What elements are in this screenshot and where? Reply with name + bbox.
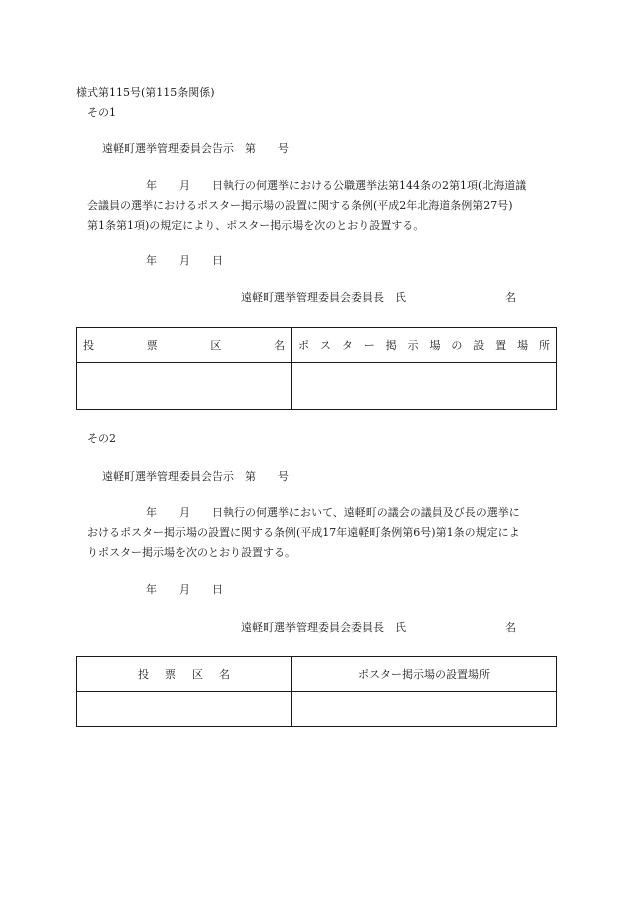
- header-char: 場: [429, 339, 441, 352]
- header-char: 区: [210, 339, 222, 352]
- part2-cell-location: [292, 692, 557, 727]
- header-char: ス: [319, 339, 331, 352]
- part2-header-location: ポスター掲示場の設置場所: [292, 657, 557, 692]
- form-title: 様式第115号(第115条関係): [76, 86, 215, 99]
- header-char: 投: [83, 339, 94, 352]
- part2-date-line: 年 月 日: [146, 583, 223, 596]
- part2-table-row: [77, 692, 557, 727]
- part2-signature: 遠軽町選挙管理委員会委員長 氏 名: [241, 621, 516, 634]
- part1-table: [76, 327, 557, 410]
- part1-notice-title: 遠軽町選挙管理委員会告示 第 号: [102, 142, 289, 155]
- header-char: 置: [495, 339, 507, 352]
- header-char: ー: [363, 339, 375, 352]
- header-char: 投: [138, 668, 149, 681]
- part1-cell-district: [77, 363, 292, 410]
- header-char: ポ: [298, 339, 309, 352]
- header-char: 設: [473, 339, 485, 352]
- header-char: 掲: [385, 339, 397, 352]
- part2-body: [87, 507, 520, 567]
- header-char: 票: [165, 668, 176, 681]
- part1-body: [87, 180, 526, 240]
- header-char: 示: [407, 339, 419, 352]
- part1-cell-location: [292, 363, 557, 410]
- header-char: 名: [219, 668, 230, 681]
- part2-table: [76, 656, 557, 727]
- part2-label: その2: [87, 432, 116, 445]
- part2-cell-district: [77, 692, 292, 727]
- part2-notice-title: 遠軽町選挙管理委員会告示 第 号: [102, 470, 289, 483]
- header-char: 区: [192, 668, 203, 681]
- part1-signature: 遠軽町選挙管理委員会委員長 氏 名: [241, 291, 516, 304]
- part1-header-district: [77, 328, 292, 363]
- part1-label: その1: [87, 106, 116, 119]
- header-char: 名: [273, 339, 285, 352]
- header-char: 所: [538, 339, 550, 352]
- part2-body-line-2: おけるポスター掲示場の設置に関する条例(平成17年遠軽町条例第6号)第1条の規定によ: [87, 526, 520, 539]
- part1-body-line-3: 第1条第1項)の規定により、ポスター掲示場を次のとおり設置する。: [87, 219, 425, 232]
- part2-body-line-3: りポスター掲示場を次のとおり設置する。: [87, 546, 296, 559]
- part2-table-header-row: [77, 657, 557, 692]
- header-char: タ: [341, 339, 353, 352]
- part2-header-district: [77, 657, 292, 692]
- header-char: 票: [146, 339, 158, 352]
- part2-body-line-1: 年 月 日執行の何選挙において、遠軽町の議会の議員及び長の選挙に: [146, 506, 520, 519]
- header-char: の: [451, 339, 463, 352]
- part1-body-line-2: 会議員の選挙におけるポスター掲示場の設置に関する条例(平成2年北海道条例第27号): [87, 199, 513, 212]
- part1-date-line: 年 月 日: [146, 254, 223, 267]
- part1-table-row: [77, 363, 557, 410]
- header-char: 場: [517, 339, 529, 352]
- part1-header-location: [292, 328, 557, 363]
- part1-body-line-1: 年 月 日執行の何選挙における公職選挙法第144条の2第1項(北海道議: [146, 179, 527, 192]
- part1-table-header-row: [77, 328, 557, 363]
